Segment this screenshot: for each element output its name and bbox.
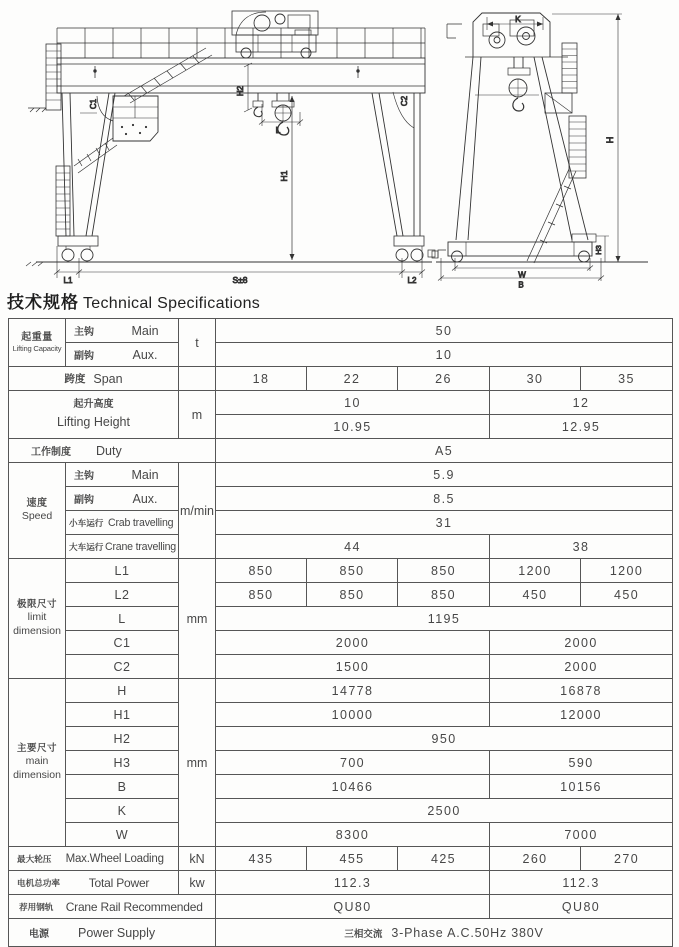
row-label-c1: C1 [66,631,179,655]
row-label-h2: H2 [66,727,179,751]
group-label-en: dimension [13,624,61,637]
crane-speed-value: 38 [490,535,673,559]
l2-value: 850 [307,583,398,607]
l2-value: 450 [581,583,673,607]
row-label-c2: C2 [66,655,179,679]
group-label-en: limit [27,611,47,624]
power-supply-value-en: 3-Phase A.C.50Hz 380V [391,925,544,940]
page-title-zh: 技术规格 [7,293,79,312]
row-label-en: Crab travelling [108,516,174,529]
row-label-zh: 主钩 [74,471,94,482]
crane-front-view-drawing [26,11,435,285]
span-value: 30 [490,367,581,391]
row-label-aux-hook [66,343,179,367]
group-label-speed [9,463,66,559]
group-label-zh: 速度 [26,498,48,510]
wheel-loading-value: 435 [216,847,307,871]
table-row [9,343,673,367]
l1-value: 850 [216,559,307,583]
dim-label-h2: H2 [236,85,245,97]
b-value: 10156 [490,775,673,799]
l2-value: 850 [398,583,490,607]
wheel-loading-value: 260 [490,847,581,871]
row-label-en: Lifting Height [57,414,130,429]
span-value: 26 [398,367,490,391]
unit-cell-mm: mm [179,679,216,847]
row-label-duty [9,439,216,463]
row-label-crane-rail [9,895,216,919]
span-value: 35 [581,367,673,391]
page-title-en: Technical Specifications [83,295,261,312]
group-label-limit-dimension [9,559,66,679]
row-label-wheel-loading [9,847,179,871]
row-label-en: Duty [96,443,122,458]
table-row [9,847,673,871]
row-label-h3: H3 [66,751,179,775]
row-label-power-supply [9,919,216,947]
l1-value: 1200 [490,559,581,583]
row-label-lifting-height [9,391,179,439]
table-row [9,535,673,559]
lifting-height-value: 10.95 [216,415,490,439]
group-label-zh: 起重量 [21,332,53,344]
total-power-value: 112.3 [490,871,673,895]
group-label-lifting-capacity [9,319,66,367]
technical-specifications-table [8,318,673,947]
group-label-en: Speed [21,510,53,523]
table-row [9,607,673,631]
table-row [9,367,673,391]
unit-cell-m-min: m/min [179,463,216,559]
total-power-value: 112.3 [216,871,490,895]
row-label-span [9,367,179,391]
l2-value: 850 [216,583,307,607]
table-row [9,703,673,727]
table-row [9,799,673,823]
lifting-height-value: 12.95 [490,415,673,439]
crane-drawing [0,0,679,288]
wheel-loading-value: 455 [307,847,398,871]
table-row [9,631,673,655]
wheel-loading-value: 270 [581,847,673,871]
row-label-en: Crane Rail Recommended [65,899,203,914]
table-row [9,487,673,511]
b-value: 10466 [216,775,490,799]
dim-label-h: H [605,136,615,144]
row-label-crab-travelling [66,511,179,535]
power-supply-value [216,919,673,947]
unit-cell-mm: mm [179,559,216,679]
lifting-height-value: 10 [216,391,490,415]
table-row [9,391,673,415]
table-row [9,823,673,847]
k-value: 2500 [216,799,673,823]
row-label-h1: H1 [66,703,179,727]
h-value: 16878 [490,679,673,703]
row-label-aux-speed [66,487,179,511]
row-label-l: L [66,607,179,631]
h2-value: 950 [216,727,673,751]
h3-value: 700 [216,751,490,775]
group-label-main-dimension [9,679,66,847]
row-label-en: Total Power [88,875,150,890]
row-label-en: Power Supply [78,925,156,940]
dim-label-c1: C1 [89,98,98,110]
page-title [7,288,260,313]
c2-value: 1500 [216,655,490,679]
row-label-zh: 电机总功率 [17,877,60,888]
unit-cell-empty [179,367,216,391]
table-row [9,751,673,775]
row-label-en: Main [131,323,159,338]
aux-capacity-value: 10 [216,343,673,367]
table-row [9,439,673,463]
power-supply-value-zh: 三相交流 [344,928,383,940]
span-value: 22 [307,367,398,391]
row-label-zh: 工作制度 [31,447,71,458]
w-value: 8300 [216,823,490,847]
unit-cell-kw: kw [179,871,216,895]
row-label-b: B [66,775,179,799]
table-row [9,679,673,703]
row-label-main-speed [66,463,179,487]
row-label-en: Max.Wheel Loading [65,852,164,865]
lifting-height-value: 12 [490,391,673,415]
row-label-l1: L1 [66,559,179,583]
unit-cell-m: m [179,391,216,439]
row-label-zh: 大车运行 [69,541,104,552]
row-label-zh: 电源 [29,929,49,940]
row-label-crane-travelling [66,535,179,559]
c1-value: 2000 [490,631,673,655]
table-row [9,871,673,895]
l1-value: 850 [307,559,398,583]
row-label-en: Aux. [132,491,158,506]
unit-cell-t: t [179,319,216,367]
dim-label-b: B [518,280,524,288]
row-label-h: H [66,679,179,703]
row-label-zh: 副钩 [74,351,94,362]
table-row [9,775,673,799]
row-label-zh: 副钩 [74,495,94,506]
c2-value: 2000 [490,655,673,679]
row-label-zh: 荐用钢轨 [19,901,54,912]
row-label-k: K [66,799,179,823]
row-label-en: Span [93,371,123,386]
table-row [9,895,673,919]
dim-label-h3: H3 [594,245,603,255]
dim-label-l2: L2 [407,276,417,285]
h1-value: 10000 [216,703,490,727]
l-value: 1195 [216,607,673,631]
l2-value: 450 [490,583,581,607]
table-row [9,583,673,607]
group-label-en: Lifting Capacity [12,344,62,354]
l1-value: 850 [398,559,490,583]
dim-label-w: W [518,270,526,280]
aux-speed-value: 8.5 [216,487,673,511]
table-row [9,463,673,487]
unit-cell-kn: kN [179,847,216,871]
table-row [9,511,673,535]
w-value: 7000 [490,823,673,847]
row-label-zh: 主钩 [74,327,94,338]
row-label-zh: 最大轮压 [17,853,52,864]
row-label-zh: 起升高度 [73,399,114,411]
crane-speed-value: 44 [216,535,490,559]
crane-rail-value: QU80 [216,895,490,919]
group-label-en: dimension [13,768,61,781]
row-label-l2: L2 [66,583,179,607]
duty-value: A5 [216,439,673,463]
h-value: 14778 [216,679,490,703]
row-label-zh: 跨度 [64,373,86,385]
table-row [9,319,673,343]
main-speed-value: 5.9 [216,463,673,487]
group-label-zh: 主要尺寸 [16,742,57,754]
dim-label-c2: C2 [400,95,409,107]
row-label-main-hook [66,319,179,343]
dim-label-k: K [515,14,521,24]
h1-value: 12000 [490,703,673,727]
row-label-zh: 小车运行 [69,517,104,528]
row-label-en: Aux. [132,347,158,362]
crab-speed-value: 31 [216,511,673,535]
dim-label-l1: L1 [63,276,73,285]
table-row [9,727,673,751]
dim-label-h1: H1 [279,170,289,182]
row-label-w: W [66,823,179,847]
wheel-loading-value: 425 [398,847,490,871]
c1-value: 2000 [216,631,490,655]
table-row [9,655,673,679]
row-label-en: Main [131,467,159,482]
row-label-en: Crane travelling [105,540,176,553]
group-label-en: main [25,755,49,768]
span-value: 18 [216,367,307,391]
l1-value: 1200 [581,559,673,583]
table-row [9,919,673,947]
table-row [9,559,673,583]
crane-rail-value: QU80 [490,895,673,919]
group-label-zh: 极限尺寸 [16,598,57,610]
crane-side-view-drawing [432,13,648,288]
row-label-total-power [9,871,179,895]
main-capacity-value: 50 [216,319,673,343]
h3-value: 590 [490,751,673,775]
dim-label-l: L [275,125,281,135]
dim-label-span: S±8 [232,275,248,285]
